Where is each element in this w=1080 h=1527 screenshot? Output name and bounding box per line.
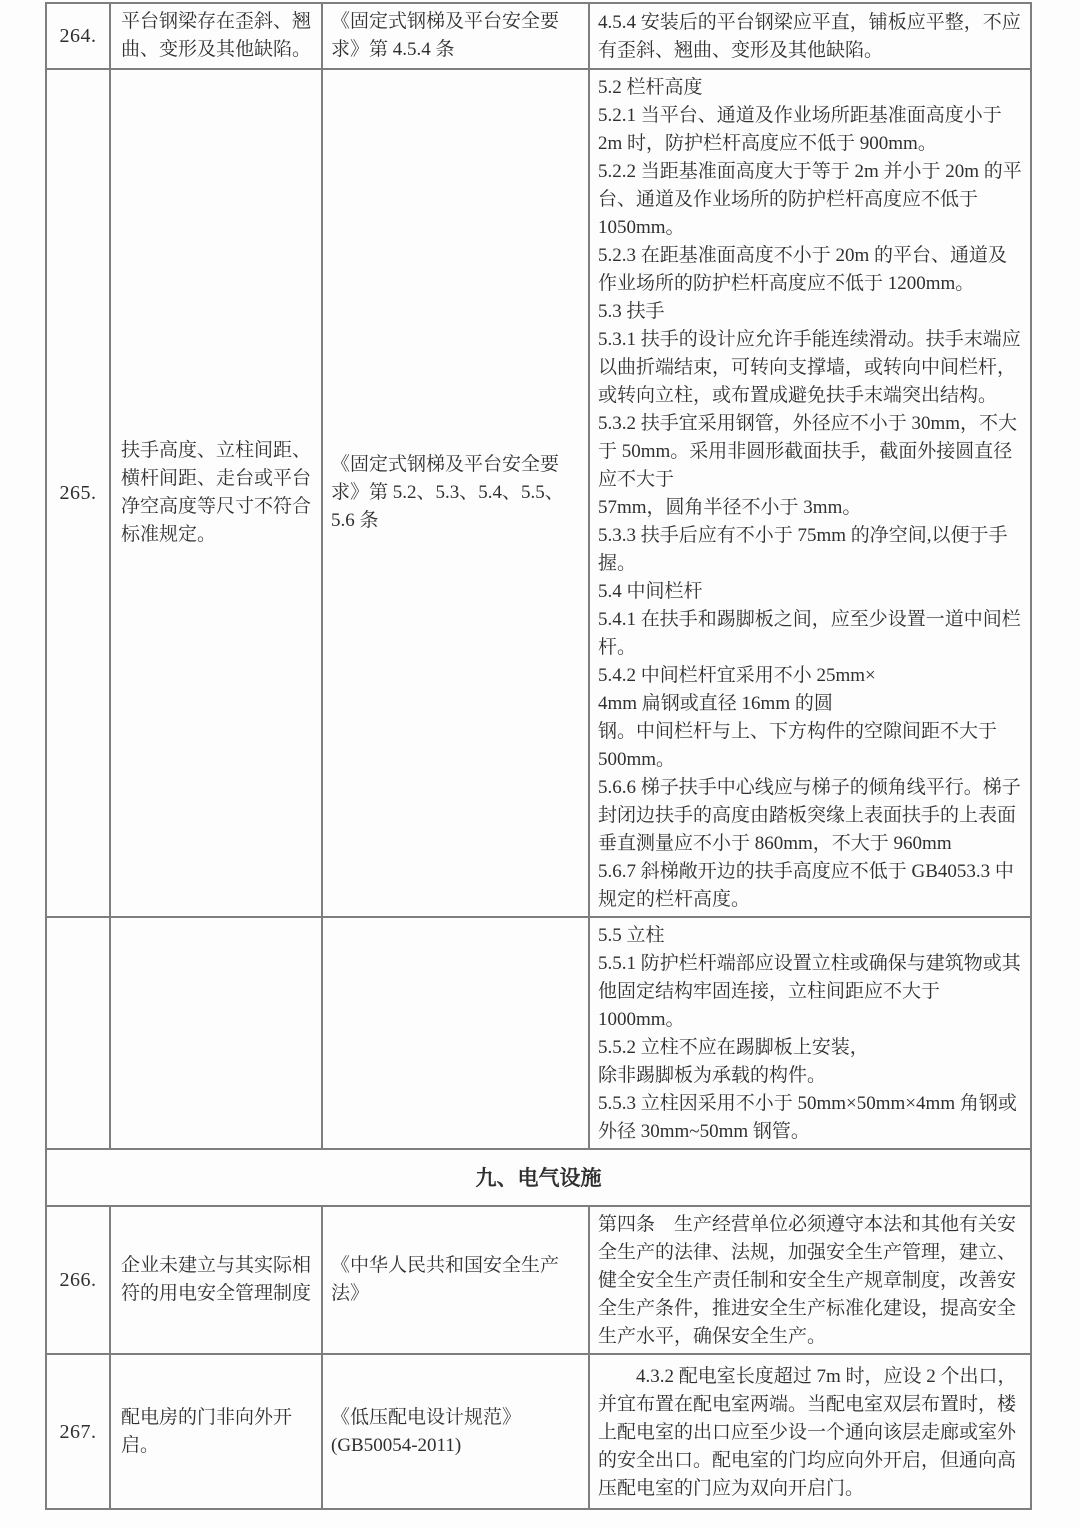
section-row: [46, 1149, 1031, 1206]
problem-description: 配电房的门非向外开启。: [110, 1354, 322, 1509]
reference-standard: 《低压配电设计规范》(GB50054-2011): [322, 1354, 589, 1509]
requirement-text: [589, 3, 1031, 69]
row-number: 265.: [46, 69, 110, 917]
row-number-empty: [46, 917, 110, 1149]
problem-description-empty: [110, 917, 322, 1149]
requirement-line: 5.4.1 在扶手和踢脚板之间，应至少设置一道中间栏杆。: [598, 609, 1021, 658]
requirement-line: 57mm，圆角半径不小于 3mm。: [598, 497, 862, 518]
table-row-267: [46, 1354, 1031, 1509]
requirement-line: 4mm 扁钢或直径 16mm 的圆: [598, 693, 833, 714]
requirement-line: 5.5 立柱: [598, 925, 665, 946]
table-row-266: [46, 1206, 1031, 1354]
problem-description: 平台钢梁存在歪斜、翘曲、变形及其他缺陷。: [110, 3, 322, 69]
row-number: 266.: [46, 1206, 110, 1354]
requirement-text: [589, 917, 1031, 1149]
row-number: 267.: [46, 1354, 110, 1509]
requirement-line: 5.2 栏杆高度: [598, 77, 703, 98]
reference-standard: 《固定式钢梯及平台安全要求》第 5.2、5.3、5.4、5.5、5.6 条: [322, 69, 589, 917]
requirement-text: [589, 69, 1031, 917]
requirement-line: 除非踢脚板为承载的构件。: [598, 1065, 827, 1086]
requirement-line: 4.3.2 配电室长度超过 7m 时，应设 2 个出口，并宜布置在配电室两端。当配电室双层布置时，楼上配电室的出口应至少设一个通向该层走廊或室外的安全出口。配电室的门均应向外开启，但通向高压配电室的门应为双向开启门。: [598, 1365, 1017, 1499]
requirement-line: 5.5.1 防护栏杆端部应设置立柱或确保与建筑物或其他固定结构牢固连接，立柱间距应不大于 1000mm。: [598, 953, 1021, 1030]
table-row-265: [46, 69, 1031, 917]
requirement-line: 5.6.7 斜梯敞开边的扶手高度应不低于 GB4053.3 中规定的栏杆高度。: [598, 861, 1014, 910]
requirement-line: 5.2.2 当距基准面高度大于等于 2m 并小于 20m 的平台、通道及作业场所的防护栏杆高度应不低于: [598, 161, 1022, 210]
section-header: 九、电气设施: [46, 1149, 1031, 1206]
requirement-line: 5.4.2 中间栏杆宜采用不小 25mm×: [598, 665, 876, 686]
table-row-265-continued: [46, 917, 1031, 1149]
reference-standard: 《固定式钢梯及平台安全要求》第 4.5.4 条: [322, 3, 589, 69]
requirement-line: 钢。中间栏杆与上、下方构件的空隙间距不大于: [598, 721, 998, 742]
requirement-text: [589, 1206, 1031, 1354]
requirement-line: 500mm。: [598, 749, 676, 770]
table-row-264: [46, 3, 1031, 69]
requirement-line: 第四条 生产经营单位必须遵守本法和其他有关安全生产的法律、法规，加强安全生产管理，建立、健全安全生产责任制和安全生产规章制度，改善安全生产条件，推进安全生产标准化建设，提高安全生产水平，确保安全生产。: [598, 1214, 1017, 1347]
requirement-line: 5.5.3 立柱因采用不小于 50mm×50mm×4mm 角钢或外径 30mm~50mm 钢管。: [598, 1093, 1017, 1142]
requirement-line: 1050mm。: [598, 217, 685, 238]
requirement-line: 5.4 中间栏杆: [598, 581, 703, 602]
requirement-line: 5.3.1 扶手的设计应允许手能连续滑动。扶手末端应以曲折端结束，可转向支撑墙，或转向中间栏杆，或转向立柱，或布置成避免扶手末端突出结构。: [598, 329, 1021, 406]
problem-description: 扶手高度、立柱间距、横杆间距、走台或平台净空高度等尺寸不符合标准规定。: [110, 69, 322, 917]
requirement-text: [589, 1354, 1031, 1509]
reference-standard-empty: [322, 917, 589, 1149]
requirement-line: 5.6.6 梯子扶手中心线应与梯子的倾角线平行。梯子封闭边扶手的高度由踏板突缘上表面扶手的上表面垂直测量应不小于 860mm，不大于 960mm: [598, 777, 1021, 854]
requirement-line: 4.5.4 安装后的平台钢梁应平直，铺板应平整，不应有歪斜、翘曲、变形及其他缺陷。: [598, 12, 1021, 61]
regulations-table: [45, 2, 1032, 1510]
reference-standard: 《中华人民共和国安全生产法》: [322, 1206, 589, 1354]
requirement-line: 5.3.2 扶手宜采用钢管，外径应不小于 30mm，不大于 50mm。采用非圆形截面扶手，截面外接圆直径应不大于: [598, 413, 1018, 490]
requirement-line: 5.3.3 扶手后应有不小于 75mm 的净空间,以便于手握。: [598, 525, 1008, 574]
requirement-line: 5.2.3 在距基准面高度不小于 20m 的平台、通道及作业场所的防护栏杆高度应不低于 1200mm。: [598, 245, 1008, 294]
requirement-line: 5.2.1 当平台、通道及作业场所距基准面高度小于 2m 时，防护栏杆高度应不低于 900mm。: [598, 105, 1002, 154]
problem-description: 企业未建立与其实际相符的用电安全管理制度: [110, 1206, 322, 1354]
requirement-line: 5.3 扶手: [598, 301, 665, 322]
requirement-line: 5.5.2 立柱不应在踢脚板上安装，: [598, 1037, 869, 1058]
row-number: 264.: [46, 3, 110, 69]
